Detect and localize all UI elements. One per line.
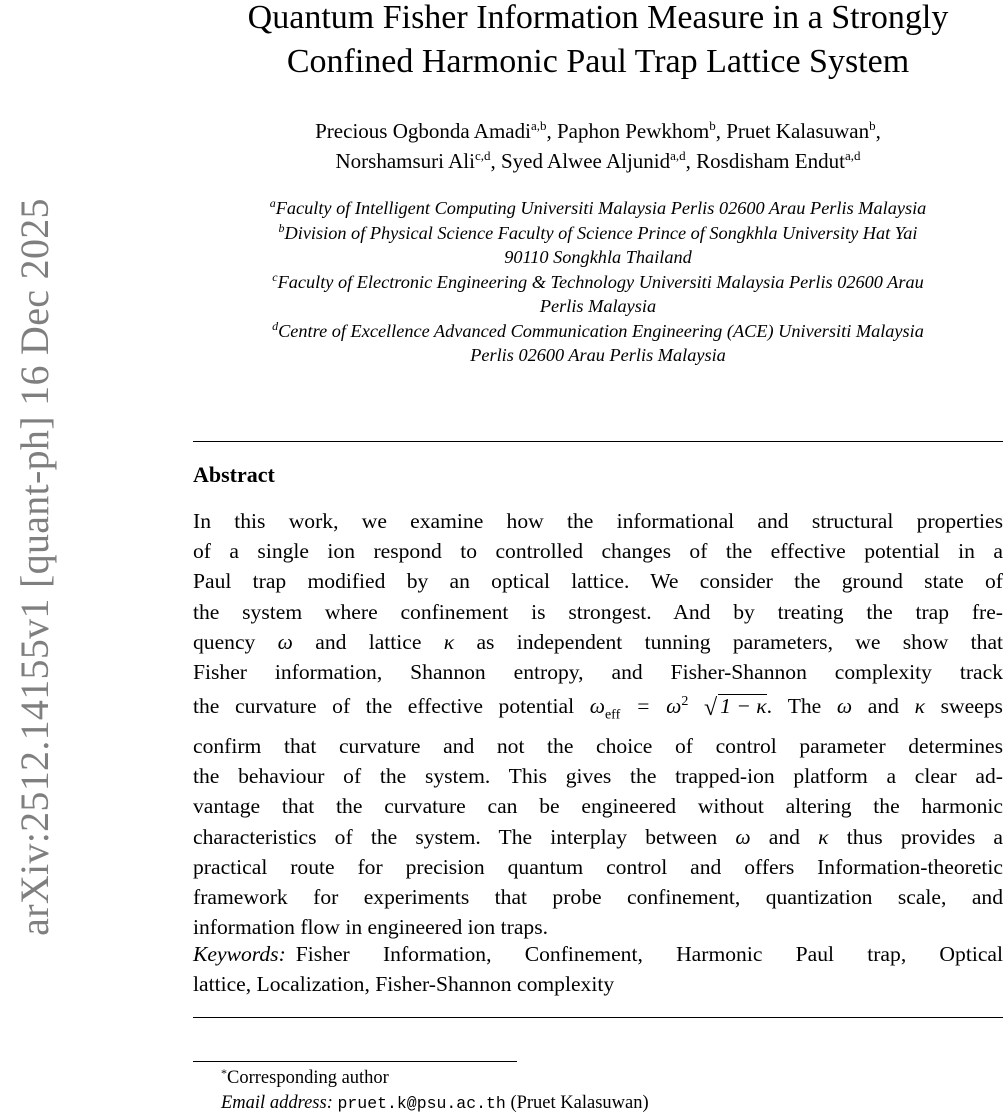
email-owner: (Pruet Kalasuwan) <box>510 1093 649 1113</box>
footnote-corresponding <box>193 1066 1003 1091</box>
abstract-top-rule <box>193 441 1003 442</box>
author-affiliation-mark: a,b <box>530 118 547 133</box>
math-formula-omega-eff <box>589 694 767 723</box>
math-superscript: 2 <box>681 694 689 710</box>
math-kappa: κ <box>443 629 455 654</box>
email-link[interactable]: pruet.k@psu.ac.th <box>337 1094 506 1113</box>
text-fragment: . The <box>766 694 822 719</box>
affiliation-b <box>193 221 1003 246</box>
abstract-line: Fisher information, Shannon entropy, and Fisher-Shannon complexity track <box>193 660 1003 685</box>
math-subscript: eff <box>604 707 621 723</box>
author-name: Syed Alwee Aljunid <box>500 149 671 173</box>
affiliation-text: Division of Physical Science Faculty of Science Prince of Songkhla University Hat Yai <box>284 222 918 243</box>
text-fragment: quency <box>193 629 256 654</box>
affiliation-mark: c <box>272 269 278 284</box>
author-affiliation-mark: b <box>869 118 876 133</box>
footnote-text: Corresponding author <box>227 1068 389 1088</box>
footnote-mark: * <box>221 1066 227 1080</box>
abstract-line: In this work, we examine how the informational and structural properties <box>193 509 1003 533</box>
affiliation-mark: d <box>272 318 279 333</box>
text-fragment: and lattice <box>315 629 422 654</box>
abstract-line: confirm that curvature and not the choice of control parameter determines <box>193 733 1003 758</box>
title-line-2: Confined Harmonic Paul Trap Lattice System <box>286 43 910 80</box>
abstract-line: of a single ion respond to controlled changes of the effective potential in a <box>193 539 1003 564</box>
author-separator: , <box>875 119 881 143</box>
abstract-line <box>193 627 1003 657</box>
abstract-line: the system where confinement is strongest. And by treating the trap fre- <box>193 599 1003 624</box>
author-separator: , <box>490 149 501 173</box>
math-omega: ω <box>589 694 605 719</box>
author-name: Rosdisham Endut <box>696 149 845 173</box>
email-label: Email address: <box>221 1093 333 1113</box>
math-omega: ω <box>735 824 751 849</box>
text-fragment: and <box>867 694 899 719</box>
keywords-line <box>193 939 1003 969</box>
author-separator: , <box>546 119 557 143</box>
author-name: Pruet Kalasuwan <box>726 119 870 143</box>
keywords-block <box>193 939 1003 999</box>
abstract-line: the behaviour of the system. This gives the trapped-ion platform a clear ad- <box>193 764 1003 789</box>
text-fragment: and <box>768 824 800 849</box>
author-affiliation-mark: c,d <box>474 148 491 163</box>
text-fragment: characteristics of the system. The interplay between <box>193 824 718 849</box>
abstract-body <box>193 506 1003 942</box>
text-fragment: the curvature of the effective potential <box>193 694 575 719</box>
abstract-line: information flow in engineered ion traps. <box>193 915 548 940</box>
footnote-email <box>193 1091 1003 1116</box>
affiliation-a <box>193 196 1003 221</box>
author-name: Paphon Pewkhom <box>556 119 710 143</box>
author-affiliation-mark: a,d <box>844 148 861 163</box>
keywords-label: Keywords: <box>193 942 286 966</box>
sqrt-icon: √ <box>703 695 718 722</box>
affiliation-list <box>193 196 1003 368</box>
affiliation-text: Faculty of Electronic Engineering & Technology Universiti Malaysia Perlis 02600 Arau <box>277 271 924 292</box>
author-list <box>193 116 1003 176</box>
abstract-line: Paul trap modified by an optical lattice. We consider the ground state of <box>193 569 1003 594</box>
affiliation-c-cont: Perlis Malaysia <box>539 296 657 316</box>
math-kappa: κ <box>914 694 925 719</box>
math-equals-omega: = ω <box>620 694 682 719</box>
abstract-line: vantage that the curvature can be engineered without altering the harmonic <box>193 794 1003 819</box>
paper-title <box>193 0 1003 84</box>
author-separator: , <box>685 149 697 173</box>
author-affiliation-mark: b <box>709 118 716 133</box>
abstract-bottom-rule <box>193 1017 1003 1018</box>
author-name: Norshamsuri Ali <box>335 149 475 173</box>
text-fragment: thus provides a <box>846 824 1004 849</box>
math-omega: ω <box>277 629 293 654</box>
affiliation-d <box>193 319 1003 344</box>
text-fragment: as independent tunning parameters, we show that <box>476 629 1004 654</box>
title-line-1: Quantum Fisher Information Measure in a Strongly <box>247 0 949 36</box>
math-kappa: κ <box>818 824 829 849</box>
text-fragment: sweeps <box>940 694 1003 719</box>
author-name: Precious Ogbonda Amadi <box>315 119 531 143</box>
affiliation-text: Centre of Excellence Advanced Communication Engineering (ACE) Universiti Malaysia <box>278 320 924 341</box>
affiliation-b-cont: 90110 Songkhla Thailand <box>504 247 692 267</box>
keywords-text: Fisher Information, Confinement, Harmonic Paul trap, Optical <box>295 942 1003 966</box>
abstract-line: practical route for precision quantum control and offers Information-theoretic <box>193 854 1003 879</box>
author-separator: , <box>715 119 727 143</box>
affiliation-c <box>193 270 1003 295</box>
math-omega: ω <box>836 694 853 719</box>
math-radicand: 1 − κ <box>720 694 767 719</box>
affiliation-text: Faculty of Intelligent Computing Universiti Malaysia Perlis 02600 Arau Perlis Malaysia <box>275 198 927 218</box>
abstract-line <box>193 687 1003 731</box>
abstract-line <box>193 822 1003 852</box>
keywords-line: lattice, Localization, Fisher-Shannon complexity <box>193 972 615 996</box>
abstract-heading: Abstract <box>193 462 275 487</box>
abstract-line: framework for experiments that probe confinement, quantization scale, and <box>193 884 1003 909</box>
affiliation-mark: a <box>269 196 276 210</box>
affiliation-mark: b <box>278 220 285 235</box>
arxiv-identifier-stamp: arXiv:2512.14155v1 [quant-ph] 16 Dec 2025 <box>12 198 57 936</box>
footnote <box>193 1066 1003 1116</box>
footnote-rule <box>193 1061 517 1062</box>
affiliation-d-cont: Perlis 02600 Arau Perlis Malaysia <box>470 345 726 365</box>
author-affiliation-mark: a,d <box>670 148 686 163</box>
